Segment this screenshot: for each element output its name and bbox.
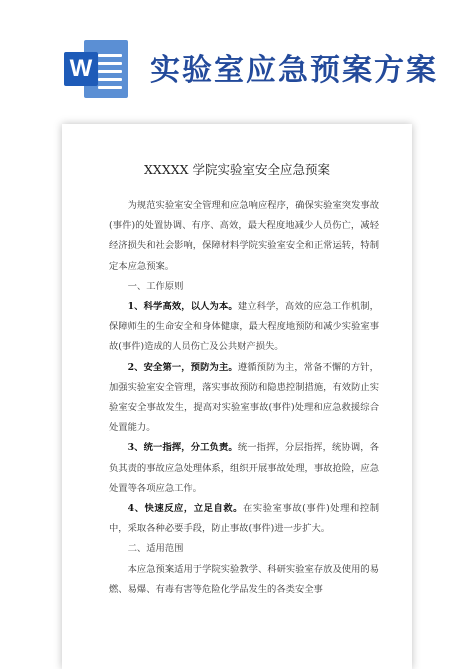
- document-body: [109, 196, 379, 600]
- word-icon: [64, 40, 128, 98]
- paragraph: 本应急预案适用于学院实验教学、科研实验室存放及使用的易燃、易爆、有毒有害等危险化学品发生的各类安全事: [109, 563, 379, 595]
- banner-header: [0, 0, 474, 100]
- word-logo-letter: W: [64, 52, 98, 86]
- document-page: [62, 124, 412, 669]
- paragraph: 4、快速反应，立足自救。在实验室事故(事件)处理和控制中，采取各种必要手段，防止事故(事件)进一步扩大。: [109, 503, 379, 535]
- banner-title: 实验室应急预案方案: [150, 53, 438, 88]
- paragraph: 2、安全第一，预防为主。遵循预防为主，常备不懈的方针，加强实验室安全管理，落实事故预防和隐患控制措施，有效防止实验室安全事故发生，提高对实验室事故(事件)处理和应急救援综合处置能力。: [109, 361, 379, 434]
- paragraph: 3、统一指挥，分工负责。统一指挥，分层指挥，统协调，各负其责的事故应急处理体系，组织开展事故处理，事故抢险，应急处置等各项应急工作。: [109, 442, 379, 494]
- section-heading: 一、工作原则: [127, 280, 184, 292]
- paragraph: 为规范实验室安全管理和应急响应程序，确保实验室突发事故(事件)的处置协调、有序、高效，最大程度地减少人员伤亡，减轻经济损失和社会影响，保障材料学院实验室安全和正常运转，特制定本应急预案。: [109, 200, 379, 272]
- section-heading: 二、适用范围: [127, 543, 184, 555]
- document-title: XXXXX 学院实验室安全应急预案: [144, 162, 330, 177]
- paragraph: 1、科学高效，以人为本。建立科学，高效的应急工作机制，保障师生的生命安全和身体健康，最大程度地预防和减少实验室事故(事件)造成的人员伤亡及公共财产损失。: [109, 301, 379, 353]
